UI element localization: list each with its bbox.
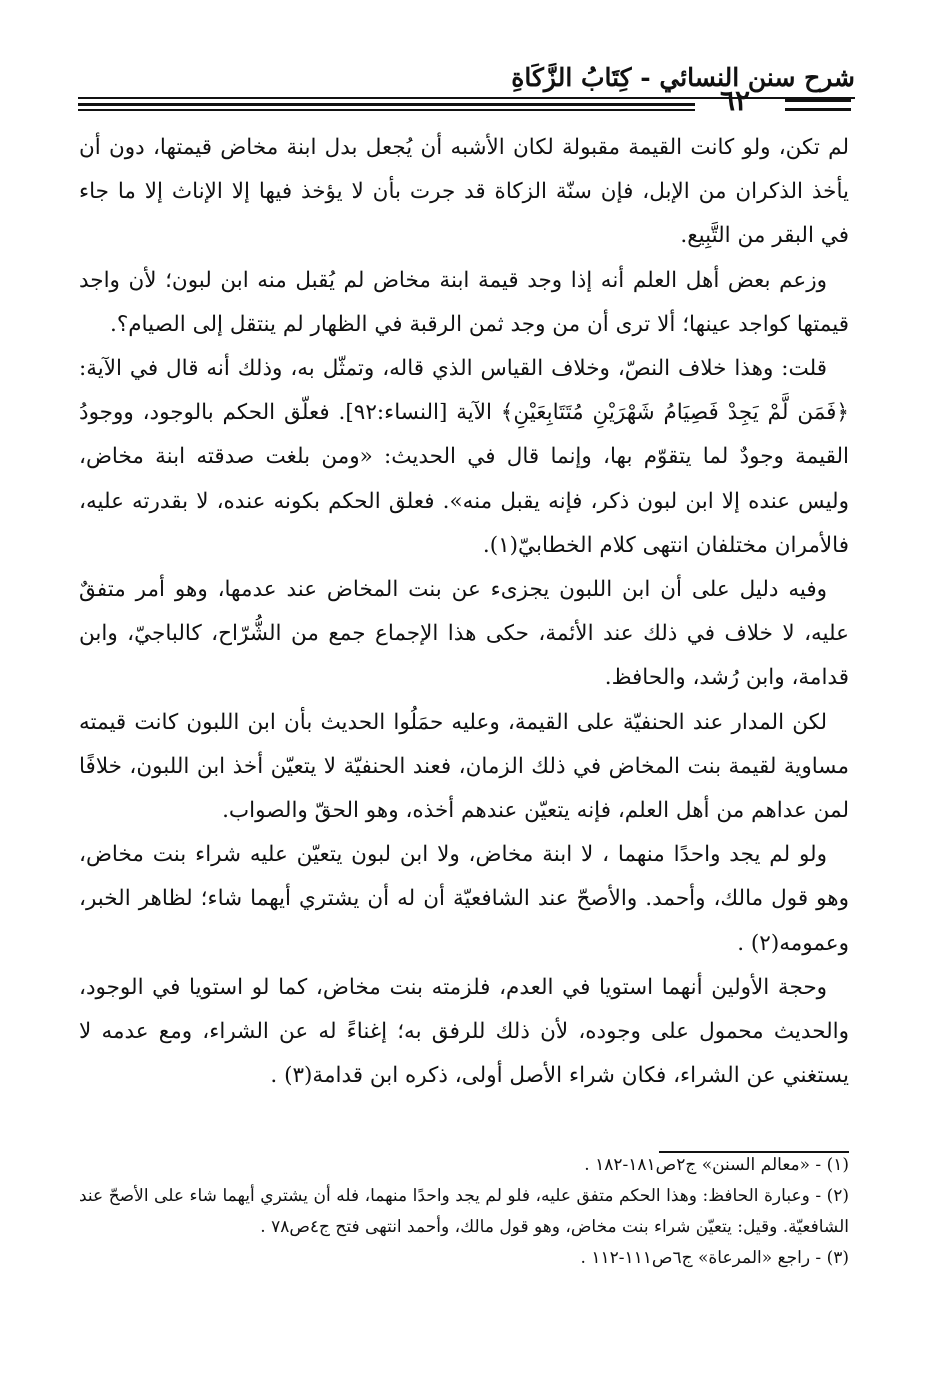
header-rule-lower	[78, 109, 695, 111]
paragraph: وزعم بعض أهل العلم أنه إذا وجد قيمة ابنة مخاض لم يُقبل منه ابن لبون؛ لأن واجد قيمتها كواجد عينها؛ ألا ترى أن من وجد ثمن الرقبة في الظهار لم ينتقل إلى الصيام؟.	[79, 267, 849, 337]
paragraph: قلت: وهذا خلاف النصّ، وخلاف القياس الذي قاله، وتمثّل به، وذلك أنه قال في الآية: ﴿فَمَن لَّمْ يَجِدْ فَصِيَامُ شَهْرَيْنِ مُتَتَابِعَيْنِ﴾ الآية [النساء:٩٢]. فعلّق الحكم بالوجود، ووجودُ القيمة وجودٌ لما يتقوّم بها، وإنما قال في الحديث: «ومن بلغت صدقته ابنة مخاض، وليس عنده إلا ابن لبون ذكر، فإنه يقبل منه». فعلق الحكم بكونه عنده، لا بقدرته عليه، فالأمران مختلفان انتهى كلام الخطابيّ(١).	[79, 356, 850, 558]
footnotes	[79, 1150, 849, 1274]
page-number-rule	[785, 99, 851, 102]
paragraph: وفيه دليل على أن ابن اللبون يجزىء عن بنت المخاض عند عدمها، وهو أمر متفقٌ عليه، لا خلاف في ذلك عند الأئمة، حكى هذا الإجماع جمع من الشُّرّاح، كالباجيّ، وابن قدامة، وابن رُشد، والحافظ.	[79, 577, 849, 691]
footnote-2: (٢) - وعبارة الحافظ: وهذا الحكم متفق عليه، فلو لم يجد واحدًا منهما، فله أن يشتري أيهما شاء على الأصحّ عند الشافعيّة. وقيل: يتعيّن شراء بنت مخاض، وهو قول مالك، وأحمد انتهى فتح ج٤ص٧٨ .	[79, 1186, 849, 1237]
paragraph: وحجة الأولين أنهما استويا في العدم، فلزمته بنت مخاض، كما لو استويا في الوجود، والحديث محمول على وجوده، لأن ذلك للرفق به؛ إغناءً له عن الشراء، ومع عدمه لا يستغني عن الشراء، فكان شراء الأصل أولى، ذكره ابن قدامة(٣) .	[79, 974, 849, 1089]
footnote-1: (١) - «معالم السنن» ج٢ص١٨١-١٨٢ .	[584, 1155, 849, 1175]
paragraph: لم تكن، ولو كانت القيمة مقبولة لكان الأشبه أن يُجعل بدل ابنة مخاض قيمتها، دون أن يأخذ الذكران من الإبل، فإن سنّة الزكاة قد جرت بأن لا يؤخذ فيها إلا الإناث إلا ما جاء في البقر من التَّبِيع.	[79, 135, 849, 249]
footnote-3: (٣) - راجع «المرعاة» ج٦ص١١١-١١٢ .	[580, 1248, 849, 1268]
running-header-title: شرح سنن النسائي - كِتَابُ الزَّكَاةِ	[511, 63, 855, 92]
page-number: ٦٢	[719, 84, 751, 117]
paragraph: لكن المدار عند الحنفيّة على القيمة، وعليه حمَلُوا الحديث بأن ابن اللبون كانت قيمته مساوية لقيمة بنت المخاض في ذلك الزمان، فعند الحنفيّة لا يتعيّن أخذ ابن اللبون، خلافًا لمن عداهم من أهل العلم، فإنه يتعيّن عندهم أخذه، وهو الحقّ والصواب.	[79, 709, 849, 824]
main-text	[79, 126, 849, 1098]
page-number-rule	[785, 108, 851, 111]
paragraph: ولو لم يجد واحدًا منهما ، لا ابنة مخاض، ولا ابن لبون يتعيّن عليه شراء بنت مخاض، وهو قول مالك، وأحمد. والأصحّ عند الشافعيّة أن له أن يشتري أيهما شاء؛ لظاهر الخبر، وعمومه(٢) .	[79, 842, 849, 956]
header-rule-thick	[78, 103, 695, 106]
